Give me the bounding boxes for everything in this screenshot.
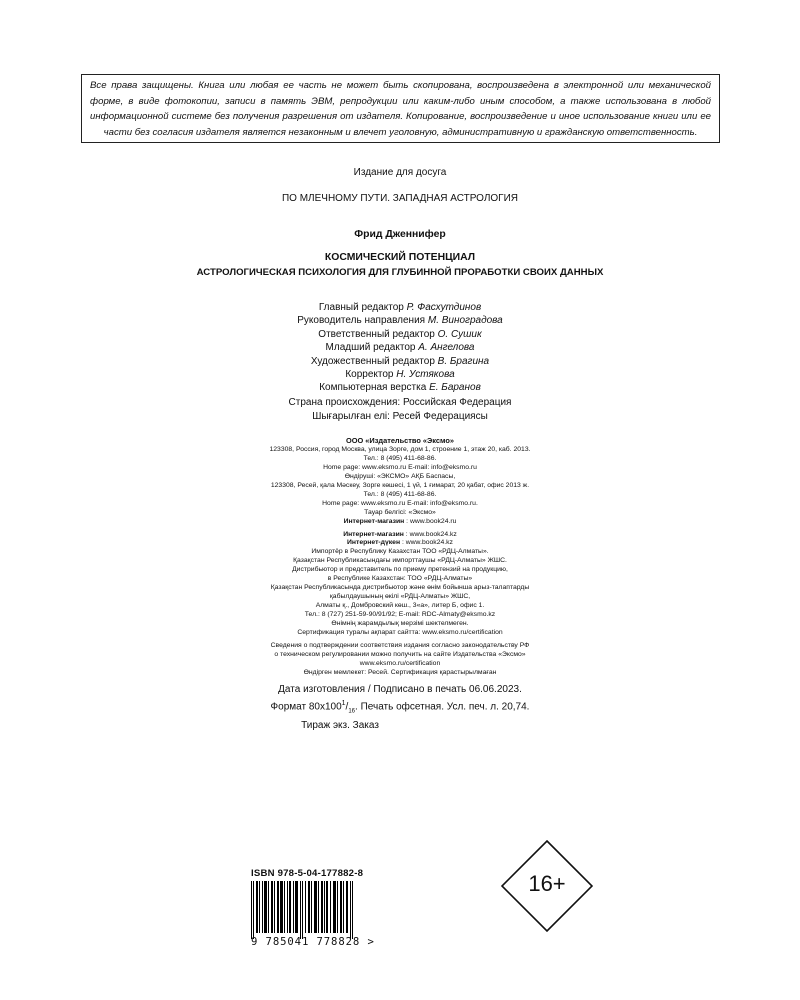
editor-row: Главный редактор Р. Фасхутдинов xyxy=(318,302,482,313)
imprint-line: Тел.: 8 (495) 411-68-86. xyxy=(363,454,437,462)
print-format: Формат $80х100^1/_{16}$. Печать офсетная. Усл. печ. л. 20,74. xyxy=(270,699,530,714)
print-run: Тираж экз. Заказ xyxy=(301,719,379,731)
import-line: Қазақстан Республикасында дистрибьютор және өнім бойынша арыз-талаптарды xyxy=(270,584,530,592)
imprint-line: Тауар белгісі: «Эксмо» xyxy=(364,508,436,516)
cert-line: о техническом регулировании можно получить на сайте Издательства «Эксмо» xyxy=(274,650,526,658)
import-line: Қазақстан Республикасындағы импорттаушы «РДЦ-Алматы» ЖШС. xyxy=(293,557,507,565)
editor-row: Корректор Н. Устякова xyxy=(345,369,455,381)
editor-row: Руководитель направления М. Виноградова xyxy=(297,315,503,327)
import-line: Сертификация туралы ақпарат сайтта: www.eksmo.ru/certification xyxy=(297,629,503,637)
imprint-line: Өндіруші: «ЭКСМО» АҚБ Баспасы, xyxy=(344,472,456,480)
editors-list xyxy=(0,301,800,395)
import-line: в Республике Казахстан: ТОО «РДЦ-Алматы» xyxy=(327,575,473,583)
series-title: ПО МЛЕЧНОМУ ПУТИ. ЗАПАДНАЯ АСТРОЛОГИЯ xyxy=(281,193,518,204)
book-subtitle: АСТРОЛОГИЧЕСКАЯ ПСИХОЛОГИЯ ДЛЯ ГЛУБИННОЙ ПРОРАБОТКИ СВОИХ ДАННЫХ xyxy=(196,267,604,278)
editor-row: Компьютерная верстка Е. Баранов xyxy=(319,382,481,394)
rights-notice: Все права защищены. Книга или любая ее часть не может быть скопирована, воспроизведена в электронной или механической форме, в виде фотокопии, записи в память ЭВМ, репродукции или каким-либо иным способом, а также использована в любой информационной системе без получения разрешения от издателя. Копирование, воспроизведение и иное использование книги или ее части без согласия издателя является незаконным и влечет уголовную, административную и гражданскую ответственность. xyxy=(81,74,720,143)
print-info xyxy=(0,683,800,732)
imprint-line: Home page: www.eksmo.ru E-mail: info@eksmo.ru. xyxy=(322,499,478,507)
cert-line: Өндірген мемлекет: Ресей. Сертификация қарастырылмаған xyxy=(303,668,497,676)
import-line: Өнімнің жарамдылық мерзімі шектелмеген. xyxy=(331,620,469,628)
barcode-digits: 9 785041 778828 > xyxy=(251,936,375,948)
age-rating-label: 16+ xyxy=(528,871,566,896)
imprint-line: 123308, Ресей, қала Мәскеу, Зорге көшесі, 1 үй, 1 ғимарат, 20 қабат, офис 2013 ж. xyxy=(270,481,530,489)
publisher-name: ООО «Издательство «Эксмо» xyxy=(346,436,454,445)
book-title: КОСМИЧЕСКИЙ ПОТЕНЦИАЛ xyxy=(324,252,476,263)
import-line: Тел.: 8 (727) 251-59-90/91/92; E-mail: RDC-Almaty@eksmo.kz xyxy=(304,611,496,619)
import-line: Дистрибьютор и представитель по приему претензий на продукцию, xyxy=(292,566,508,574)
cert-line: www.eksmo.ru/certification xyxy=(359,659,441,667)
print-date: Дата изготовления / Подписано в печать 06.06.2023. xyxy=(278,684,522,695)
imprint-line: Home page: www.eksmo.ru E-mail: info@eksmo.ru xyxy=(323,463,477,471)
editor-row: Младший редактор А. Ангелова xyxy=(325,342,475,354)
country-kz: Шығарылған елі: Ресей Федерациясы xyxy=(312,410,488,422)
editor-row: Ответственный редактор О. Сушик xyxy=(318,328,482,340)
import-line: Алматы қ., Домбровский көш., 3«а», литер Б, офис 1. xyxy=(315,602,485,610)
editor-row: Художественный редактор В. Брагина xyxy=(310,355,490,367)
isbn-number: ISBN 978-5-04-177882-8 xyxy=(251,868,364,879)
import-line: қабылдаушының өкілі «РДЦ-Алматы» ЖШС, xyxy=(329,593,471,601)
author: Фрид Дженнифер xyxy=(354,229,446,240)
publisher-imprint xyxy=(0,437,800,678)
country-ru: Страна происхождения: Российская Федерация xyxy=(288,397,512,408)
imprint-line: Тел.: 8 (495) 411-68-86. xyxy=(363,490,437,498)
imprint-line: 123308, Россия, город Москва, улица Зорге, дом 1, строение 1, этаж 20, каб. 2013. xyxy=(269,445,531,453)
country-of-origin xyxy=(0,396,800,423)
import-line: Импортёр в Республику Казахстан ТОО «РДЦ-Алматы». xyxy=(311,548,489,556)
internet-shop-line: Интернет-магазин : www.book24.ru xyxy=(343,517,457,525)
edition-type: Издание для досуга xyxy=(353,167,447,178)
cert-line: Сведения о подтверждении соответствия издания согласно законодательству РФ xyxy=(270,641,530,649)
barcode-image xyxy=(251,881,355,939)
internet-dukeni-line: Интернет-дүкен : www.book24.kz xyxy=(347,539,453,547)
internet-shop-kz-line: Интернет-магазин : www.book24.kz xyxy=(343,530,457,538)
